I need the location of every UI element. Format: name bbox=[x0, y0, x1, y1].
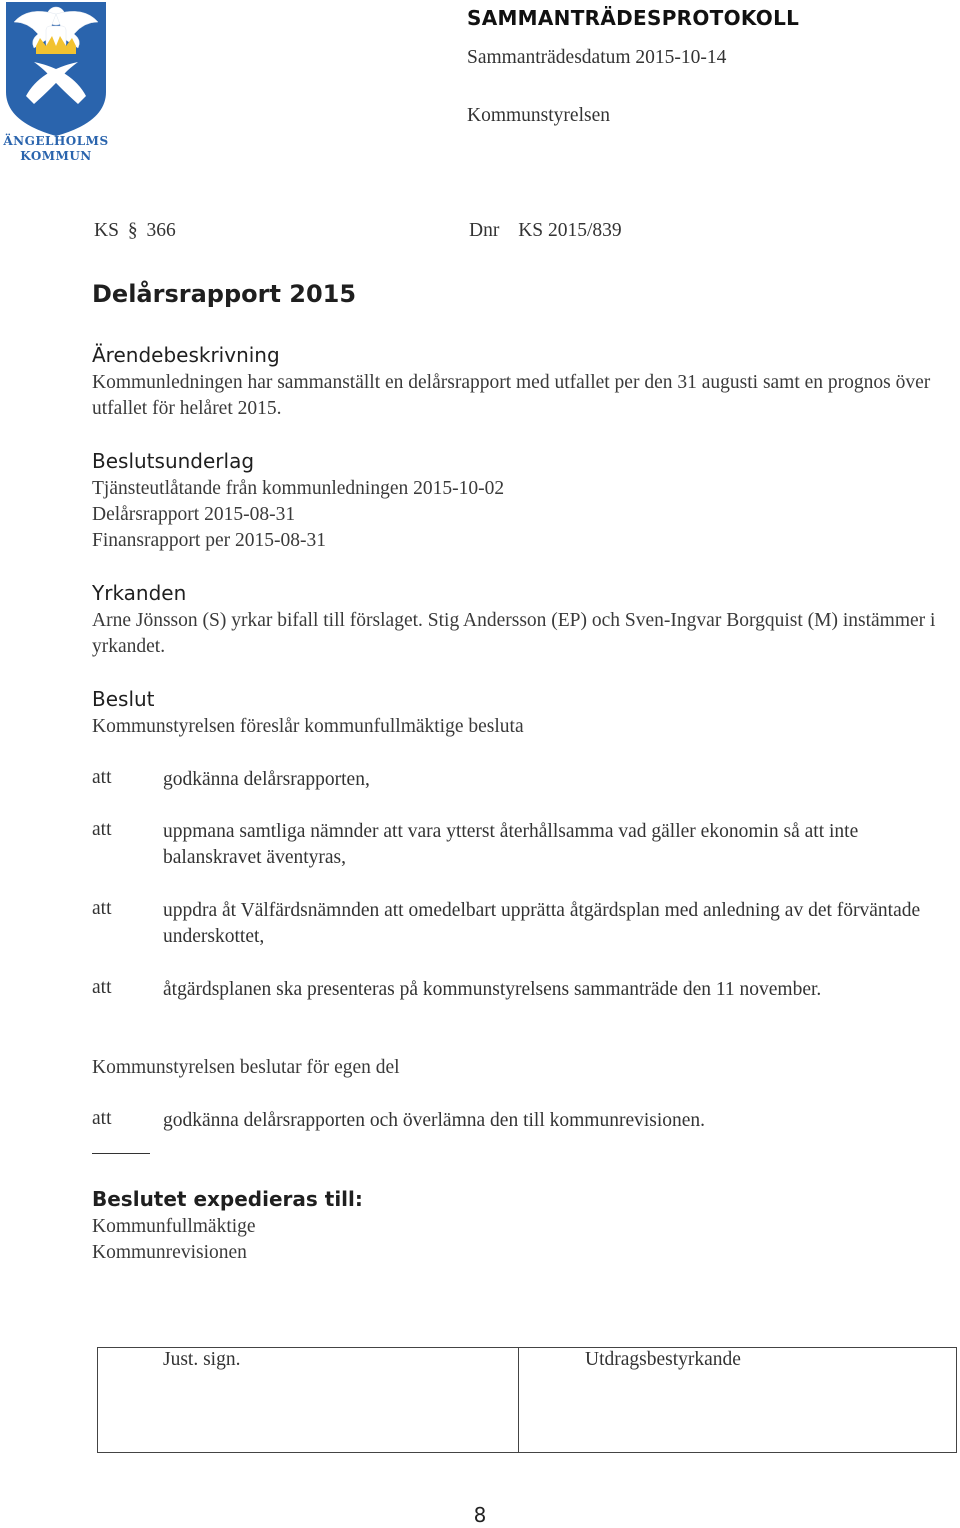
basis-item: Tjänsteutlåtande från kommunledningen 2015-10-02 bbox=[92, 478, 505, 499]
logo-name-line2: KOMMUN bbox=[20, 149, 92, 163]
description-text: Kommunledningen har sammanställt en delårsrapport med utfallet per den 31 augusti samt en prognos över utfallet för helåret 2015. bbox=[92, 372, 931, 419]
basis-item: Finansrapport per 2015-08-31 bbox=[92, 530, 326, 551]
att-label: att bbox=[92, 767, 112, 788]
dnr-value: KS 2015/839 bbox=[518, 220, 622, 241]
decision-item: uppmana samtliga nämnder att vara ytterst återhållsamma vad gäller ekonomin så att inte balanskravet äventyras, bbox=[163, 821, 859, 868]
logo-name-line1: ÄNGELHOLMS bbox=[3, 134, 109, 148]
section-sign: § bbox=[127, 220, 138, 241]
decision-intro: Kommunstyrelsen föreslår kommunfullmäktige besluta bbox=[92, 716, 524, 737]
att-label: att bbox=[92, 819, 112, 840]
att-label: att bbox=[92, 977, 112, 998]
extract-certification-label: Utdragsbestyrkande bbox=[585, 1349, 741, 1370]
case-value: 366 bbox=[146, 220, 176, 241]
signature-divider bbox=[518, 1347, 519, 1453]
decision-item: åtgärdsplanen ska presenteras på kommunstyrelsens sammanträde den 11 november. bbox=[163, 979, 822, 1000]
adjuster-signature-label: Just. sign. bbox=[163, 1349, 241, 1370]
description-heading: Ärendebeskrivning bbox=[92, 343, 280, 367]
motions-heading: Yrkanden bbox=[92, 581, 187, 605]
separator-rule bbox=[92, 1153, 150, 1154]
decision-item: uppdra åt Välfärdsnämnden att omedelbart upprätta åtgärdsplan med anledning av det förväntade underskottet, bbox=[163, 900, 921, 947]
decision-item: godkänna delårsrapporten, bbox=[163, 769, 370, 790]
dispatch-item: Kommunrevisionen bbox=[92, 1242, 247, 1263]
logo-wordmark bbox=[0, 134, 112, 164]
own-decision-item: godkänna delårsrapporten och överlämna den till kommunrevisionen. bbox=[163, 1110, 706, 1131]
dnr-label: Dnr bbox=[469, 220, 500, 241]
case-prefix: KS bbox=[94, 220, 119, 241]
motions-text: Arne Jönsson (S) yrkar bifall till förslaget. Stig Andersson (EP) och Sven-Ingvar Borgquist (M) instämmer i yrkandet. bbox=[92, 610, 936, 657]
document-title: Delårsrapport 2015 bbox=[92, 280, 357, 308]
dispatch-item: Kommunfullmäktige bbox=[92, 1216, 256, 1237]
board-name: Kommunstyrelsen bbox=[467, 105, 610, 126]
decision-heading: Beslut bbox=[92, 687, 155, 711]
own-decision-intro: Kommunstyrelsen beslutar för egen del bbox=[92, 1057, 400, 1078]
basis-item: Delårsrapport 2015-08-31 bbox=[92, 504, 296, 525]
att-label: att bbox=[92, 1108, 112, 1129]
page-number: 8 bbox=[473, 1503, 487, 1527]
att-label: att bbox=[92, 898, 112, 919]
document-type: SAMMANTRÄDESPROTOKOLL bbox=[467, 6, 800, 30]
basis-heading: Beslutsunderlag bbox=[92, 449, 255, 473]
registration-number bbox=[469, 220, 622, 242]
meeting-date: Sammanträdesdatum 2015-10-14 bbox=[467, 47, 727, 68]
dispatch-heading: Beslutet expedieras till: bbox=[92, 1187, 363, 1211]
case-number bbox=[94, 220, 176, 242]
